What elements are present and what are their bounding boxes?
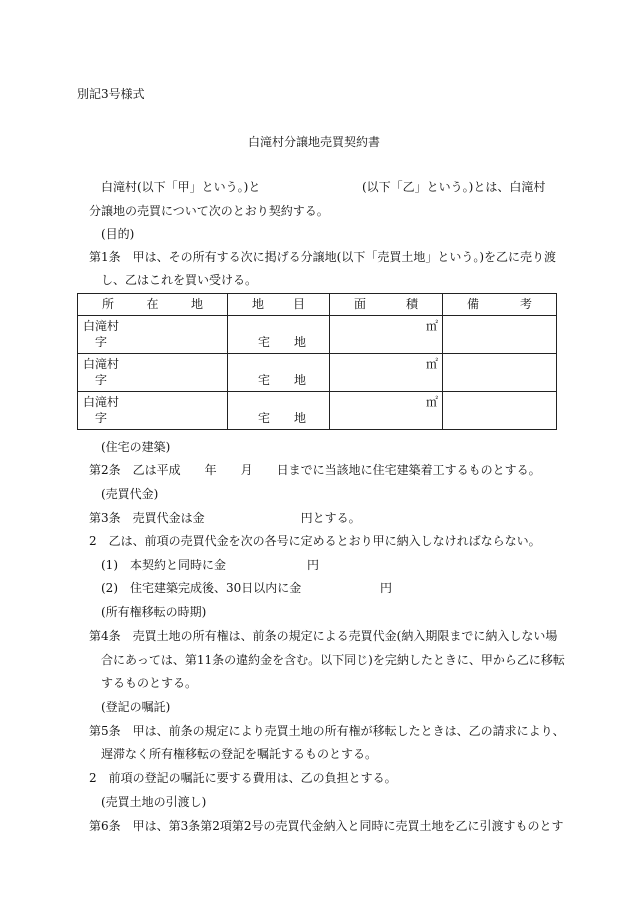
row-village: 白滝村 bbox=[83, 357, 120, 371]
article-3-item1-yen: 円 bbox=[307, 558, 320, 572]
row-area-unit: ㎡ bbox=[425, 319, 438, 333]
intro-line1-b: (以下「乙」という。)とは、白滝村 bbox=[362, 180, 546, 194]
header-category: 地 目 bbox=[228, 294, 330, 316]
article-4-line3: するものとする。 bbox=[101, 676, 198, 690]
article-4-heading: (所有権移転の時期) bbox=[101, 605, 207, 619]
article-5-para2: 2 前項の登記の嘱託に要する費用は、乙の負担とする。 bbox=[89, 771, 397, 785]
article-2-heading: (住宅の建築) bbox=[101, 440, 171, 454]
article-3-item1-num: (1) bbox=[101, 558, 118, 572]
row-aza: 字 bbox=[95, 373, 108, 387]
row-aza: 字 bbox=[95, 411, 108, 425]
intro-line2: 分譲地の売買について次のとおり契約する。 bbox=[89, 204, 329, 218]
article-5-line2: 遅滞なく所有権移転の登記を嘱託するものとする。 bbox=[101, 747, 378, 761]
article-3-item1-text: 本契約と同時に金 bbox=[130, 558, 227, 572]
article-1-heading: (目的) bbox=[101, 227, 135, 241]
row-category: 宅 地 bbox=[258, 373, 307, 387]
article-1-line2: し、乙はこれを買い受ける。 bbox=[101, 273, 258, 287]
row-category: 宅 地 bbox=[258, 411, 307, 425]
article-4-line2: 合にあっては、第11条の違約金を含む。以下同じ)を完納したときに、甲から乙に移転 bbox=[101, 653, 565, 667]
article-6-line1: 第6条 甲は、第3条第2項第2号の売買代金納入と同時に売買土地を乙に引渡すものとす bbox=[89, 819, 564, 833]
row-village: 白滝村 bbox=[83, 395, 120, 409]
article-3-para2: 2 乙は、前項の売買代金を次の各号に定めるとおり甲に納入しなければならない。 bbox=[89, 534, 541, 548]
header-area: 面 積 bbox=[330, 294, 443, 316]
row-category: 宅 地 bbox=[258, 335, 307, 349]
article-5-heading: (登記の嘱託) bbox=[101, 700, 171, 714]
table-row bbox=[78, 316, 557, 354]
article-6-heading: (売買土地の引渡し) bbox=[101, 795, 207, 809]
article-3-heading: (売買代金) bbox=[101, 487, 159, 501]
row-aza: 字 bbox=[95, 335, 108, 349]
land-table bbox=[77, 293, 557, 430]
document-title: 白滝村分譲地売買契約書 bbox=[248, 135, 381, 149]
article-4-line1: 第4条 売買土地の所有権は、前条の規定による売買代金(納入期限までに納入しない場 bbox=[89, 629, 558, 643]
article-3-line1: 第3条 売買代金は金 円とする。 bbox=[89, 511, 361, 525]
article-1-line1: 第1条 甲は、その所有する次に掲げる分譲地(以下「売買土地」という。)を乙に売り渡 bbox=[89, 250, 557, 264]
article-3-item2-num: (2) bbox=[101, 581, 118, 595]
row-area-unit: ㎡ bbox=[425, 395, 438, 409]
intro-line1-a: 白滝村(以下「甲」という。)と bbox=[101, 180, 261, 194]
article-5-line1: 第5条 甲は、前条の規定により売買土地の所有権が移転したときは、乙の請求により、 bbox=[89, 724, 565, 738]
row-area-unit: ㎡ bbox=[425, 357, 438, 371]
row-village: 白滝村 bbox=[83, 319, 120, 333]
table-header-row bbox=[78, 294, 557, 316]
article-3-item2-text: 住宅建築完成後、30日以内に金 bbox=[130, 581, 302, 595]
table-row bbox=[78, 392, 557, 430]
article-2-line1: 第2条 乙は平成 年 月 日までに当該地に住宅建築着工するものとする。 bbox=[89, 463, 541, 477]
header-location: 所 在 地 bbox=[78, 294, 228, 316]
form-label: 別記3号様式 bbox=[77, 87, 145, 101]
article-3-item2-yen: 円 bbox=[380, 581, 393, 595]
header-remarks: 備 考 bbox=[443, 294, 557, 316]
table-row bbox=[78, 354, 557, 392]
